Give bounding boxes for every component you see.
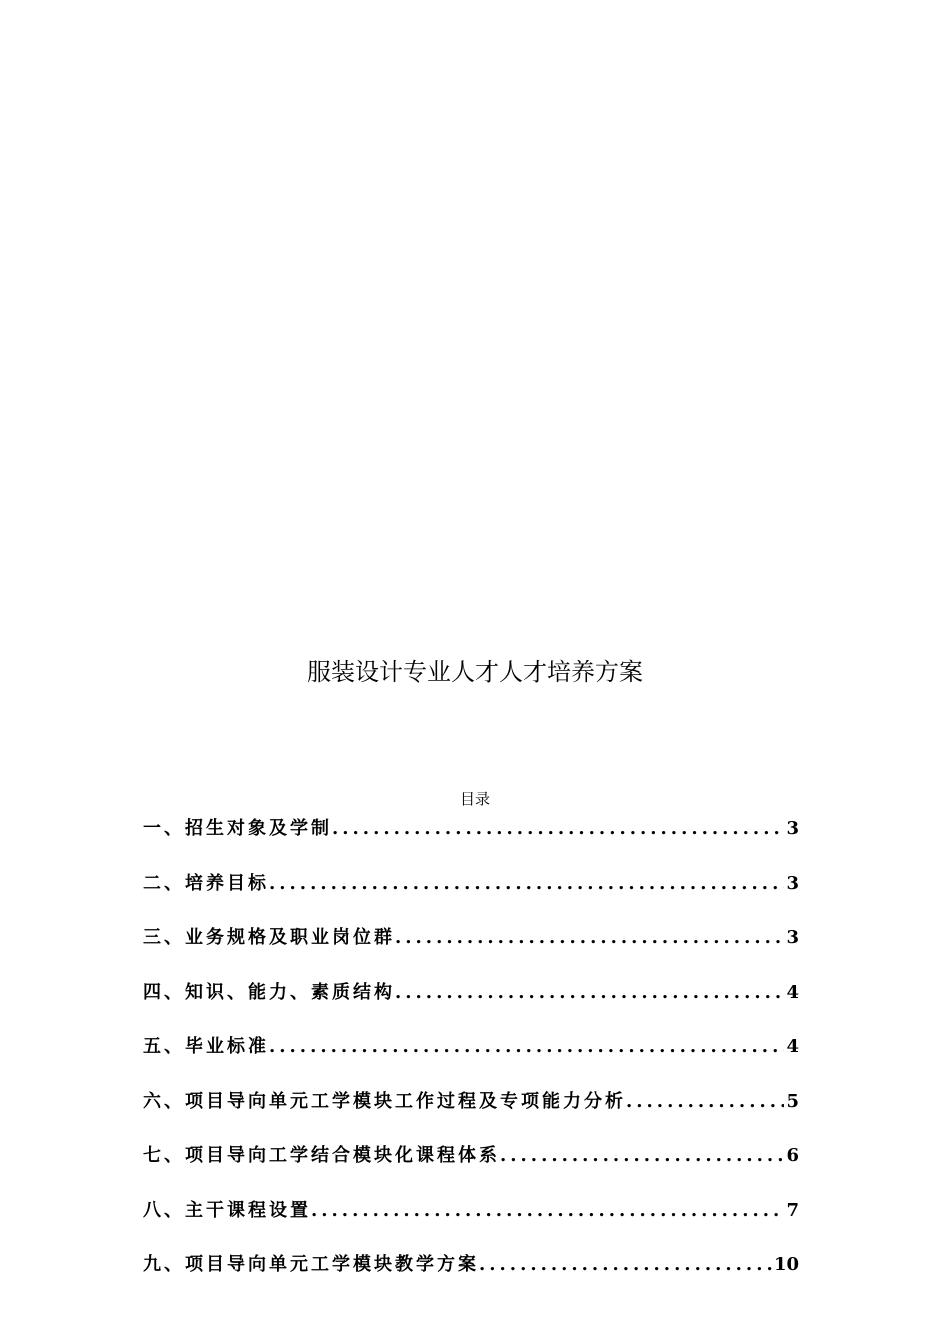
toc-entry-page: 6 (786, 1145, 799, 1166)
toc-entry-page: 3 (786, 927, 799, 948)
toc-entry[interactable] (143, 1195, 799, 1250)
toc-entry-label: 五、毕业标准 (143, 1036, 269, 1057)
document-title: 服装设计专业人才人才培养方案 (307, 658, 643, 686)
toc-dot-leader (395, 977, 784, 1009)
toc-dot-leader (311, 1195, 784, 1227)
toc-dot-leader (395, 922, 784, 954)
toc-entry-page: 3 (786, 872, 799, 894)
toc-entry-page: 4 (786, 1036, 799, 1057)
toc-entry[interactable] (143, 977, 799, 1032)
toc-entry-page: 7 (786, 1199, 799, 1221)
toc-entry[interactable] (143, 813, 799, 868)
toc-entry-label: 二、培养目标 (143, 872, 269, 894)
toc-entry-page: 3 (786, 818, 799, 839)
toc-entry[interactable] (143, 922, 799, 977)
toc-entry-label: 四、知识、能力、素质结构 (143, 981, 395, 1003)
toc-entry[interactable] (143, 1086, 799, 1141)
toc-entry[interactable] (143, 868, 799, 923)
toc-entry-page: 10 (773, 1254, 799, 1275)
toc-entry-page: 5 (786, 1090, 799, 1112)
toc-entry-page: 4 (786, 981, 799, 1003)
toc-dot-leader (479, 1249, 772, 1281)
table-of-contents (143, 813, 799, 1304)
toc-entry[interactable] (143, 1140, 799, 1195)
toc-dot-leader (626, 1086, 784, 1118)
toc-dot-leader (500, 1140, 784, 1172)
toc-dot-leader (332, 813, 784, 845)
toc-entry[interactable] (143, 1031, 799, 1086)
toc-entry[interactable] (143, 1249, 799, 1304)
toc-entry-label: 一、招生对象及学制 (143, 818, 332, 839)
toc-dot-leader (269, 868, 784, 900)
toc-entry-label: 六、项目导向单元工学模块工作过程及专项能力分析 (143, 1090, 626, 1112)
toc-heading: 目录 (459, 790, 490, 808)
toc-entry-label: 八、主干课程设置 (143, 1199, 311, 1221)
toc-entry-label: 七、项目导向工学结合模块化课程体系 (143, 1145, 500, 1166)
toc-dot-leader (269, 1031, 784, 1063)
toc-entry-label: 九、项目导向单元工学模块教学方案 (143, 1254, 479, 1275)
toc-entry-label: 三、业务规格及职业岗位群 (143, 927, 395, 948)
